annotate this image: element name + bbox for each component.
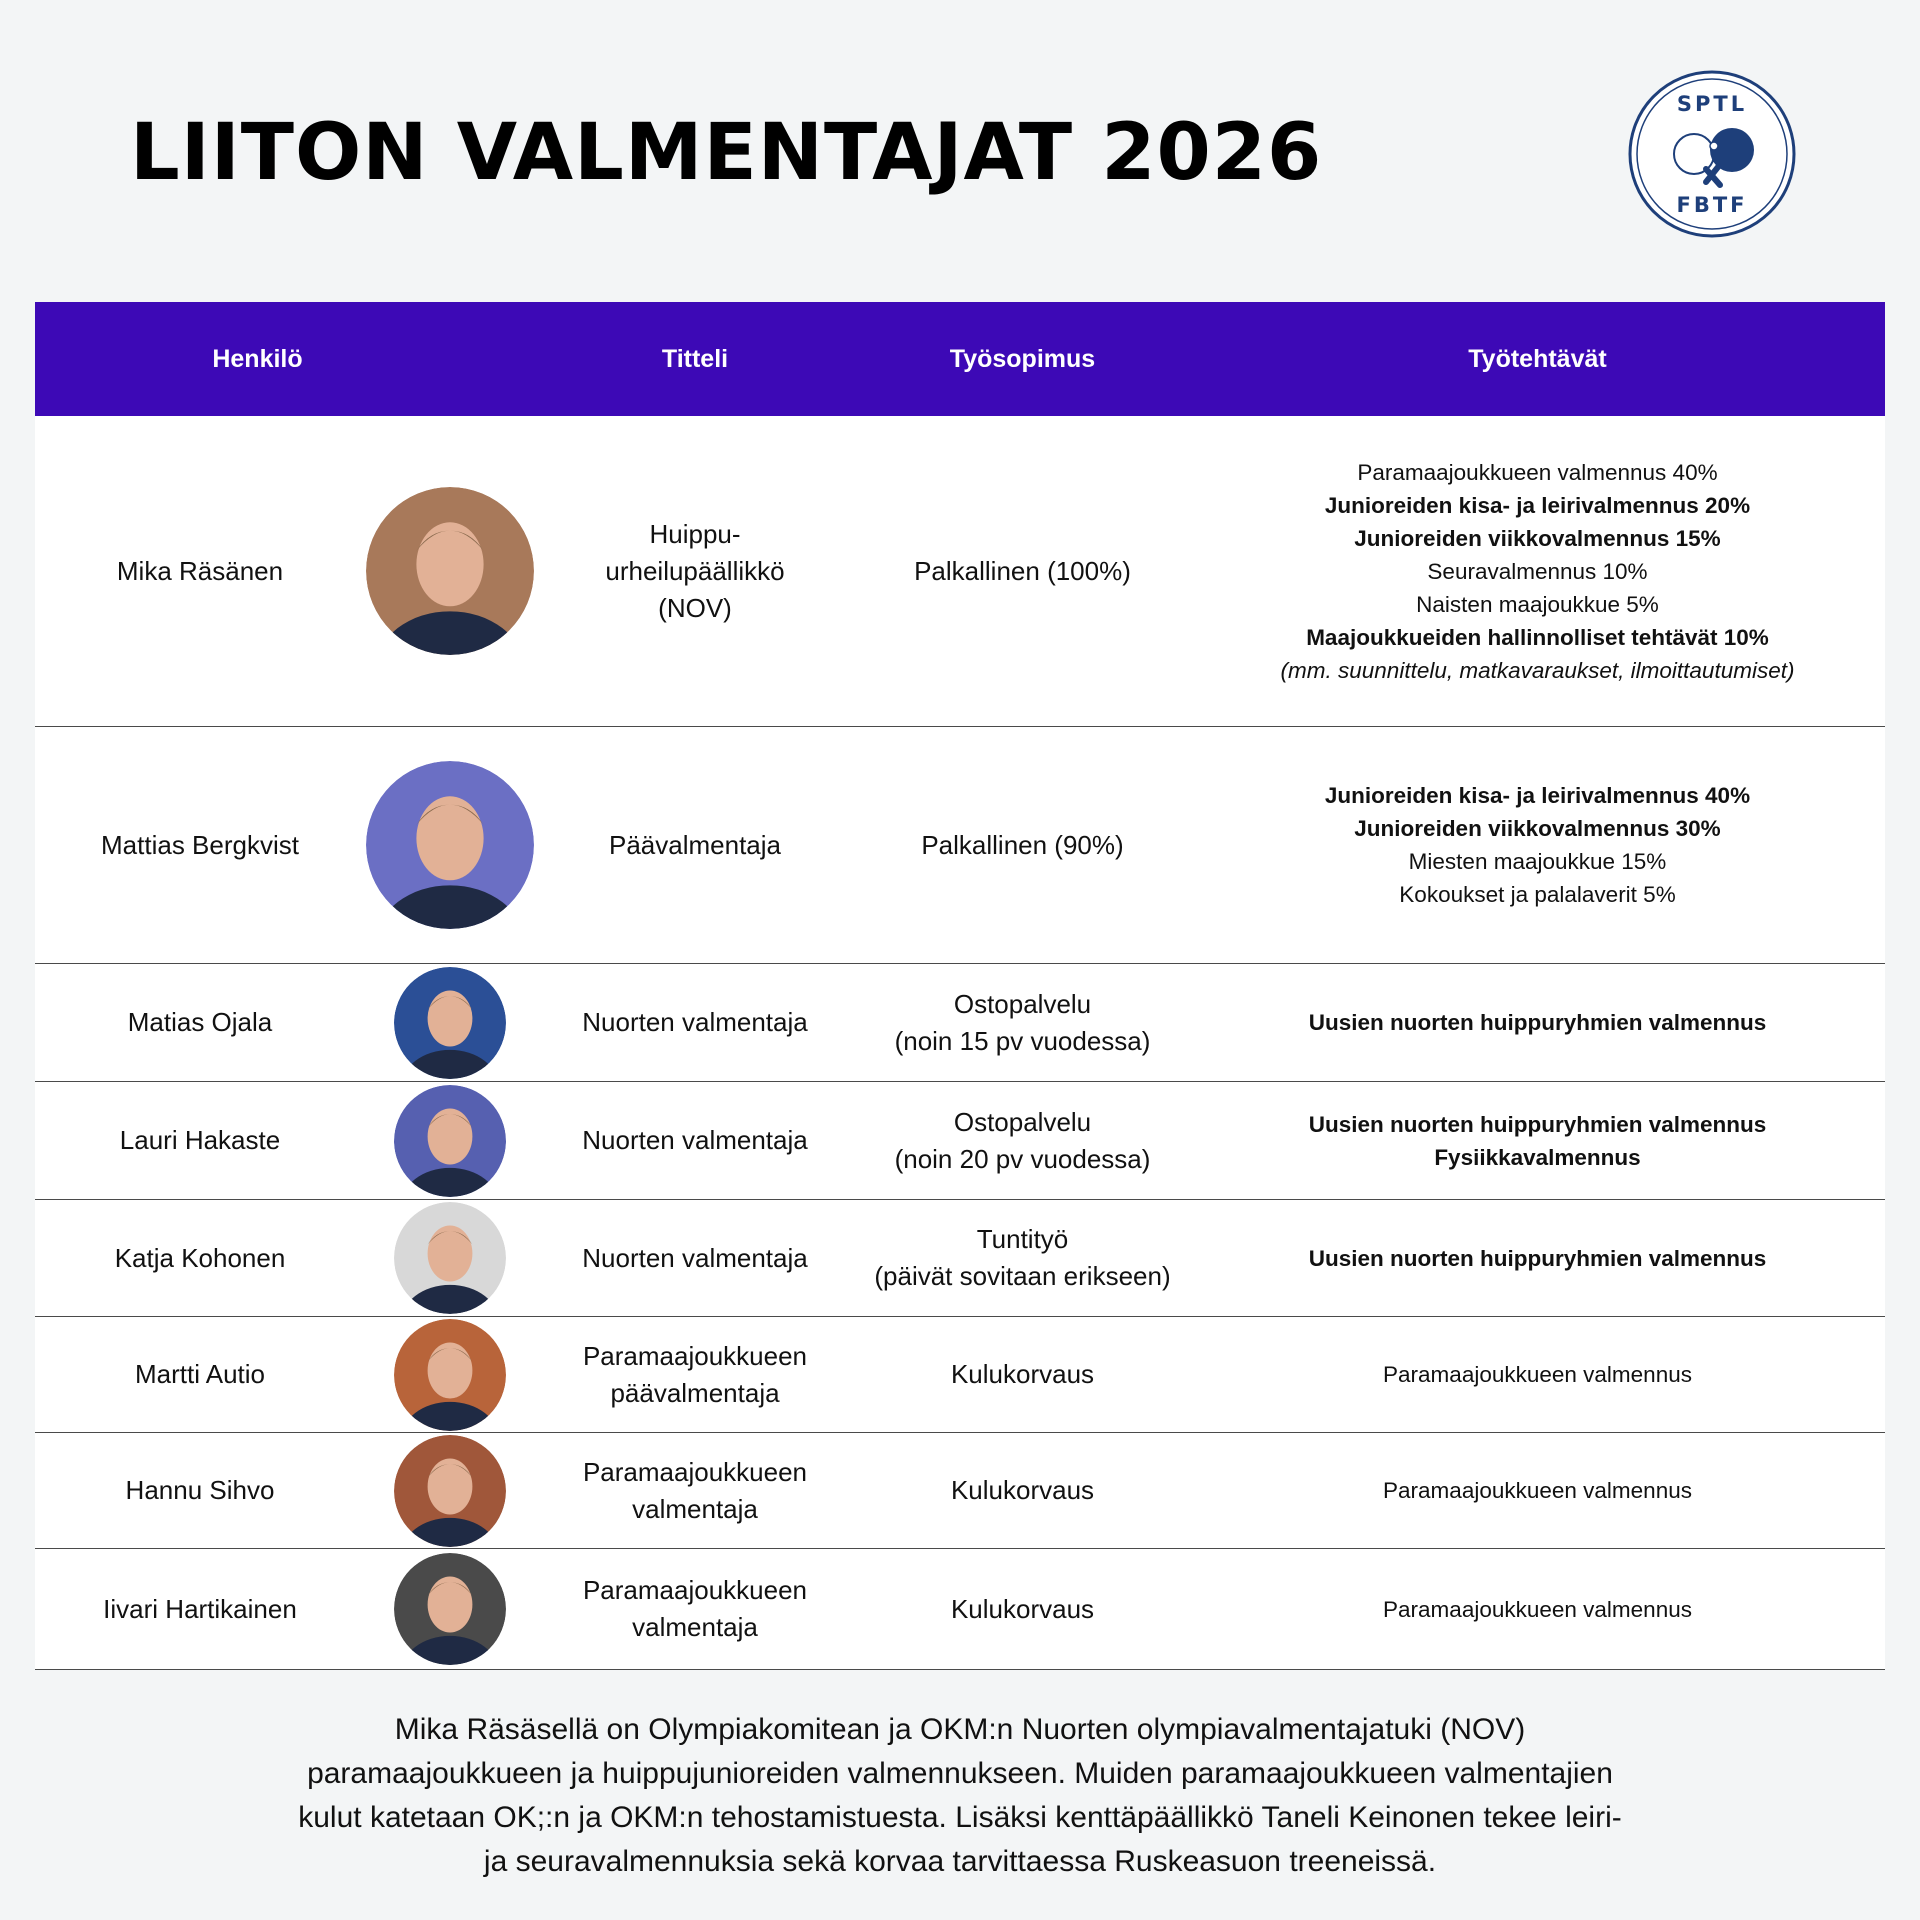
header-person: Henkilö [212,344,303,373]
coaches-table [35,302,1885,1670]
job-title-line: Nuorten valmentaja [582,1242,808,1273]
avatar [394,1202,506,1314]
table-row [35,416,1885,727]
task-list [1190,1474,1885,1507]
task-item: Uusien nuorten huippuryhmien valmennus [1308,1111,1767,1137]
job-title-line: Paramaajoukkueen [582,1340,808,1371]
task-item: Kokoukset ja palalaverit 5% [1399,882,1676,907]
contract-type [855,827,1190,864]
avatar [394,967,506,1079]
task-item: Junioreiden viikkovalmennus 15% [1354,525,1721,551]
task-list [1190,1242,1885,1275]
contract-line: Kulukorvaus [950,1593,1095,1624]
task-item: Junioreiden viikkovalmennus 30% [1354,816,1721,841]
contract-type [855,1472,1190,1509]
task-item: Uusien nuorten huippuryhmien valmennus [1308,1010,1767,1035]
task-list [1190,779,1885,911]
contract-type [855,986,1190,1060]
contract-line: Kulukorvaus [950,1359,1095,1389]
table-header [35,302,1885,416]
contract-type [855,1221,1190,1295]
task-item: (mm. suunnittelu, matkavaraukset, ilmoittautumiset) [1280,657,1795,683]
task-item: Junioreiden kisa- ja leirivalmennus 40% [1324,783,1751,808]
job-title-line: Paramaajoukkueen [582,1575,808,1605]
job-title-line: valmentaja [632,1493,758,1524]
person-name: Martti Autio [134,1359,266,1389]
logo-emblem [1626,68,1798,240]
table-row [35,1317,1885,1433]
person-name: Mattias Bergkvist [101,829,299,860]
task-item: Miesten maajoukkue 15% [1408,849,1667,874]
contract-line: (noin 20 pv vuodessa) [894,1143,1151,1174]
person-name: Matias Ojala [127,1007,273,1037]
page-title: LIITON VALMENTAJAT 2026 [130,108,1323,198]
job-title-line: Huippu- [649,518,741,549]
contract-line: Tuntityö [976,1224,1069,1254]
job-title [535,1454,855,1528]
task-item: Paramaajoukkueen valmennus 40% [1357,459,1718,485]
contract-line: (päivät sovitaan erikseen) [874,1261,1171,1291]
job-title-line: päävalmentaja [610,1377,780,1408]
job-title-line: Paramaajoukkueen [582,1456,808,1487]
avatar [394,1435,506,1547]
contract-line: Ostopalvelu [953,1106,1092,1137]
avatar [394,1319,506,1431]
table-body [35,416,1885,1670]
footer-line: Mika Räsäsellä on Olympiakomitean ja OKM:n Nuorten olympiavalmentajatuki (NOV) [394,1713,1526,1746]
header-tasks: Työtehtävät [1468,344,1607,373]
contract-type [855,1591,1190,1628]
table-row [35,964,1885,1082]
job-title [535,1004,855,1041]
table-row [35,1549,1885,1670]
table-row [35,1433,1885,1549]
contract-line: Ostopalvelu [953,988,1092,1019]
person-name: Hannu Sihvo [125,1475,275,1505]
header-title: Titteli [661,344,729,373]
avatar [394,1553,506,1665]
task-item: Maajoukkueiden hallinnolliset tehtävät 10% [1306,624,1769,650]
job-title-line: Nuorten valmentaja [582,1007,808,1037]
sptl-fbtf-logo [1626,68,1798,240]
job-title-line: urheilupäällikkö [605,555,785,586]
task-item: Paramaajoukkueen valmennus [1383,1596,1692,1622]
job-title-line: Päävalmentaja [609,829,781,860]
task-item: Junioreiden kisa- ja leirivalmennus 20% [1324,492,1751,518]
task-item: Fysiikkavalmennus [1434,1144,1641,1170]
job-title [535,1240,855,1277]
task-item: Uusien nuorten huippuryhmien valmennus [1308,1245,1767,1271]
logo-bottom-text: FBTF [1676,193,1748,217]
avatar [366,761,534,929]
table-row [35,1200,1885,1317]
task-list [1190,1593,1885,1626]
job-title [535,1572,855,1646]
contract-line: Palkallinen (90%) [921,829,1124,860]
avatar [394,1085,506,1197]
task-item: Naisten maajoukkue 5% [1416,591,1659,617]
footer-line: kulut katetaan OK;:n ja OKM:n tehostamistuesta. Lisäksi kenttäpäällikkö Taneli Keinonen tekee leiri- [298,1801,1622,1834]
task-list [1190,1006,1885,1039]
contract-line: Kulukorvaus [950,1475,1095,1505]
job-title-line: Nuorten valmentaja [582,1125,808,1155]
contract-line: (noin 15 pv vuodessa) [894,1025,1151,1056]
person-name: Lauri Hakaste [119,1125,281,1155]
task-item: Paramaajoukkueen valmennus [1383,1478,1692,1503]
footer-line: ja seuravalmennuksia sekä korvaa tarvittaessa Ruskeasuon treeneissä. [483,1845,1437,1878]
footer-note [160,1708,1760,1884]
task-list [1190,456,1885,687]
header-contract: Työsopimus [949,344,1096,373]
contract-type [855,1104,1190,1178]
person-name: Katja Kohonen [114,1242,286,1273]
job-title [535,827,855,864]
contract-type [855,553,1190,590]
contract-type [855,1356,1190,1393]
person-name: Mika Räsänen [116,555,284,586]
contract-line: Palkallinen (100%) [914,555,1131,586]
table-row [35,727,1885,964]
task-item: Paramaajoukkueen valmennus [1383,1362,1692,1387]
table-row [35,1082,1885,1200]
job-title-line: valmentaja [632,1612,758,1642]
logo-top-text: SPTL [1676,92,1748,116]
job-title [535,1122,855,1159]
task-list [1190,1358,1885,1391]
job-title-line: (NOV) [658,592,732,623]
task-item: Seuravalmennus 10% [1427,558,1648,584]
person-name: Iivari Hartikainen [103,1593,297,1624]
job-title [535,516,855,627]
task-list [1190,1108,1885,1174]
ball-icon [1710,142,1718,150]
job-title [535,1338,855,1412]
footer-line: paramaajoukkueen ja huippujunioreiden valmennukseen. Muiden paramaajoukkueen valmentajien [307,1757,1613,1790]
avatar [366,487,534,655]
